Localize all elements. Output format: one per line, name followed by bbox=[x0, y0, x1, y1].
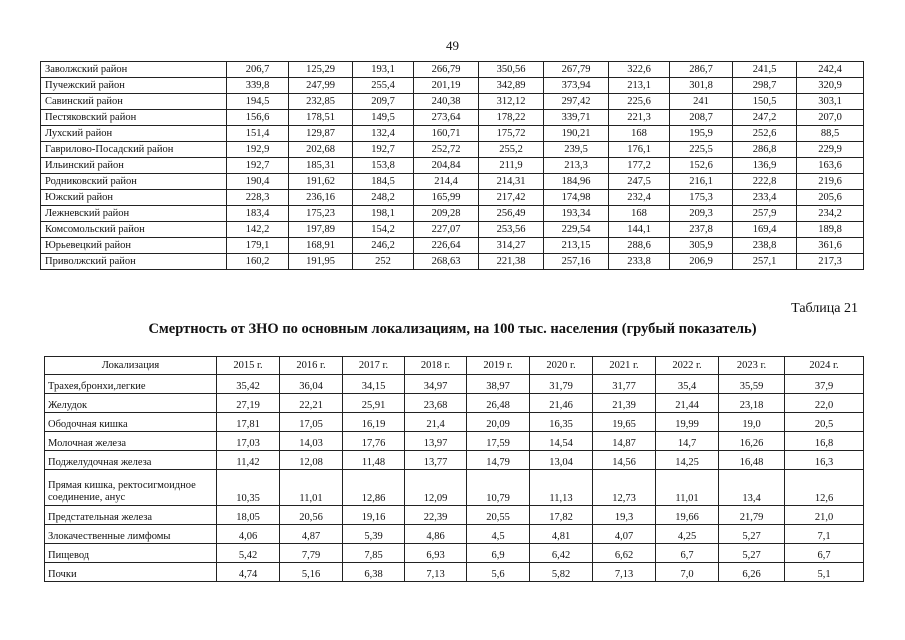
table-cell: 213,15 bbox=[544, 238, 609, 254]
table-cell: 12,09 bbox=[405, 470, 467, 506]
table-cell: 129,87 bbox=[289, 126, 353, 142]
table-cell: 322,6 bbox=[609, 62, 670, 78]
table-cell: 211,9 bbox=[479, 158, 544, 174]
table-cell: 217,3 bbox=[797, 254, 864, 270]
table-cell: 252 bbox=[353, 254, 414, 270]
table-cell: 342,89 bbox=[479, 78, 544, 94]
table-cell: 239,5 bbox=[544, 142, 609, 158]
table-cell: 247,5 bbox=[609, 174, 670, 190]
column-header: 2018 г. bbox=[405, 357, 467, 375]
table-cell: 10,79 bbox=[467, 470, 530, 506]
table-cell: 35,59 bbox=[719, 375, 785, 394]
table-cell: 11,01 bbox=[280, 470, 343, 506]
table-cell: 233,8 bbox=[609, 254, 670, 270]
table-cell: 339,8 bbox=[227, 78, 289, 94]
column-header: 2019 г. bbox=[467, 357, 530, 375]
table-cell: 5,16 bbox=[280, 563, 343, 582]
table-cell: 6,9 bbox=[467, 544, 530, 563]
table-row bbox=[45, 413, 864, 432]
table-cell: 22,0 bbox=[785, 394, 864, 413]
table-cell: 195,9 bbox=[670, 126, 733, 142]
table-cell: 4,25 bbox=[656, 525, 719, 544]
table-cell: 165,99 bbox=[414, 190, 479, 206]
table-cell: 253,56 bbox=[479, 222, 544, 238]
table-row bbox=[41, 158, 864, 174]
table-cell: 221,3 bbox=[609, 110, 670, 126]
table-cell: 168,91 bbox=[289, 238, 353, 254]
row-label: Савинский район bbox=[41, 94, 227, 110]
table-cell: 190,21 bbox=[544, 126, 609, 142]
table-cell: 10,35 bbox=[217, 470, 280, 506]
table-cell: 21,46 bbox=[530, 394, 593, 413]
table-cell: 242,4 bbox=[797, 62, 864, 78]
districts-table bbox=[40, 61, 864, 270]
table-cell: 34,15 bbox=[343, 375, 405, 394]
table-cell: 153,8 bbox=[353, 158, 414, 174]
row-label: Лежневский район bbox=[41, 206, 227, 222]
table-cell: 25,91 bbox=[343, 394, 405, 413]
table-cell: 19,3 bbox=[593, 506, 656, 525]
row-label: Желудок bbox=[45, 394, 217, 413]
table-cell: 205,6 bbox=[797, 190, 864, 206]
table-cell: 132,4 bbox=[353, 126, 414, 142]
column-header: 2016 г. bbox=[280, 357, 343, 375]
table-cell: 152,6 bbox=[670, 158, 733, 174]
table-cell: 19,0 bbox=[719, 413, 785, 432]
table-cell: 4,07 bbox=[593, 525, 656, 544]
row-label: Лухский район bbox=[41, 126, 227, 142]
table-cell: 207,0 bbox=[797, 110, 864, 126]
table-cell: 168 bbox=[609, 126, 670, 142]
table-row bbox=[41, 206, 864, 222]
localization-table bbox=[44, 356, 864, 582]
table-cell: 16,19 bbox=[343, 413, 405, 432]
table-cell: 178,22 bbox=[479, 110, 544, 126]
table-cell: 373,94 bbox=[544, 78, 609, 94]
table-cell: 6,26 bbox=[719, 563, 785, 582]
table-cell: 7,1 bbox=[785, 525, 864, 544]
table-cell: 11,42 bbox=[217, 451, 280, 470]
table-cell: 184,5 bbox=[353, 174, 414, 190]
table-header-row bbox=[45, 357, 864, 375]
table-cell: 185,31 bbox=[289, 158, 353, 174]
table-cell: 7,13 bbox=[405, 563, 467, 582]
table-cell: 208,7 bbox=[670, 110, 733, 126]
table-cell: 23,68 bbox=[405, 394, 467, 413]
table-cell: 194,5 bbox=[227, 94, 289, 110]
table-cell: 6,38 bbox=[343, 563, 405, 582]
column-header: 2020 г. bbox=[530, 357, 593, 375]
table-cell: 16,8 bbox=[785, 432, 864, 451]
table-cell: 20,56 bbox=[280, 506, 343, 525]
table-cell: 227,07 bbox=[414, 222, 479, 238]
table-cell: 214,31 bbox=[479, 174, 544, 190]
table-cell: 257,1 bbox=[733, 254, 797, 270]
table-cell: 18,05 bbox=[217, 506, 280, 525]
table-cell: 5,39 bbox=[343, 525, 405, 544]
table-cell: 38,97 bbox=[467, 375, 530, 394]
table-cell: 11,01 bbox=[656, 470, 719, 506]
table-cell: 16,48 bbox=[719, 451, 785, 470]
table-row bbox=[45, 451, 864, 470]
table-cell: 209,3 bbox=[670, 206, 733, 222]
table-cell: 247,2 bbox=[733, 110, 797, 126]
column-header: 2024 г. bbox=[785, 357, 864, 375]
table-cell: 125,29 bbox=[289, 62, 353, 78]
table-cell: 7,85 bbox=[343, 544, 405, 563]
table-row bbox=[41, 238, 864, 254]
row-label: Родниковский район bbox=[41, 174, 227, 190]
table-cell: 201,19 bbox=[414, 78, 479, 94]
table-cell: 6,7 bbox=[656, 544, 719, 563]
row-label: Почки bbox=[45, 563, 217, 582]
table-cell: 31,79 bbox=[530, 375, 593, 394]
table-cell: 193,34 bbox=[544, 206, 609, 222]
table-cell: 88,5 bbox=[797, 126, 864, 142]
table-row bbox=[45, 375, 864, 394]
table-cell: 286,8 bbox=[733, 142, 797, 158]
table-number: Таблица 21 bbox=[791, 301, 858, 316]
table-cell: 240,38 bbox=[414, 94, 479, 110]
table-cell: 297,42 bbox=[544, 94, 609, 110]
table-cell: 175,3 bbox=[670, 190, 733, 206]
table-cell: 179,1 bbox=[227, 238, 289, 254]
table-cell: 6,62 bbox=[593, 544, 656, 563]
table-cell: 303,1 bbox=[797, 94, 864, 110]
row-label: Прямая кишка, ректосигмоидное соединение, анус bbox=[45, 470, 217, 506]
column-header: 2022 г. bbox=[656, 357, 719, 375]
table-cell: 247,99 bbox=[289, 78, 353, 94]
table-cell: 222,8 bbox=[733, 174, 797, 190]
table-cell: 31,77 bbox=[593, 375, 656, 394]
table-cell: 234,2 bbox=[797, 206, 864, 222]
table-cell: 163,6 bbox=[797, 158, 864, 174]
table-cell: 5,1 bbox=[785, 563, 864, 582]
table-cell: 36,04 bbox=[280, 375, 343, 394]
table-cell: 255,2 bbox=[479, 142, 544, 158]
table-cell: 35,42 bbox=[217, 375, 280, 394]
column-header: Локализация bbox=[45, 357, 217, 375]
table-cell: 11,13 bbox=[530, 470, 593, 506]
table-cell: 248,2 bbox=[353, 190, 414, 206]
table-row bbox=[41, 78, 864, 94]
table-cell: 288,6 bbox=[609, 238, 670, 254]
table-cell: 192,7 bbox=[227, 158, 289, 174]
table-row bbox=[41, 142, 864, 158]
table-cell: 20,09 bbox=[467, 413, 530, 432]
table-row bbox=[41, 62, 864, 78]
table-cell: 14,03 bbox=[280, 432, 343, 451]
table-cell: 217,42 bbox=[479, 190, 544, 206]
table-cell: 169,4 bbox=[733, 222, 797, 238]
table-cell: 12,6 bbox=[785, 470, 864, 506]
table-cell: 6,7 bbox=[785, 544, 864, 563]
table-cell: 237,8 bbox=[670, 222, 733, 238]
table-cell: 13,4 bbox=[719, 470, 785, 506]
table-cell: 168 bbox=[609, 206, 670, 222]
table-row bbox=[41, 174, 864, 190]
table-row bbox=[41, 254, 864, 270]
table-cell: 19,99 bbox=[656, 413, 719, 432]
column-header: 2017 г. bbox=[343, 357, 405, 375]
table-cell: 229,9 bbox=[797, 142, 864, 158]
table-cell: 252,6 bbox=[733, 126, 797, 142]
table-cell: 150,5 bbox=[733, 94, 797, 110]
row-label: Комсомольский район bbox=[41, 222, 227, 238]
table-cell: 228,3 bbox=[227, 190, 289, 206]
table-row bbox=[45, 563, 864, 582]
table-cell: 350,56 bbox=[479, 62, 544, 78]
table-cell: 213,3 bbox=[544, 158, 609, 174]
table-cell: 34,97 bbox=[405, 375, 467, 394]
row-label: Ободочная кишка bbox=[45, 413, 217, 432]
table-cell: 206,7 bbox=[227, 62, 289, 78]
row-label: Ильинский район bbox=[41, 158, 227, 174]
table-cell: 257,9 bbox=[733, 206, 797, 222]
table-cell: 301,8 bbox=[670, 78, 733, 94]
table-cell: 238,8 bbox=[733, 238, 797, 254]
table-cell: 192,9 bbox=[227, 142, 289, 158]
table-cell: 17,76 bbox=[343, 432, 405, 451]
table-cell: 312,12 bbox=[479, 94, 544, 110]
table-cell: 7,0 bbox=[656, 563, 719, 582]
table-cell: 21,4 bbox=[405, 413, 467, 432]
table-cell: 198,1 bbox=[353, 206, 414, 222]
table-cell: 154,2 bbox=[353, 222, 414, 238]
table-row bbox=[41, 110, 864, 126]
table-cell: 233,4 bbox=[733, 190, 797, 206]
column-header: 2015 г. bbox=[217, 357, 280, 375]
table-cell: 197,89 bbox=[289, 222, 353, 238]
table-cell: 184,96 bbox=[544, 174, 609, 190]
table-cell: 214,4 bbox=[414, 174, 479, 190]
table-cell: 14,87 bbox=[593, 432, 656, 451]
table-cell: 232,85 bbox=[289, 94, 353, 110]
table-cell: 17,59 bbox=[467, 432, 530, 451]
table-cell: 14,79 bbox=[467, 451, 530, 470]
table-cell: 156,6 bbox=[227, 110, 289, 126]
table-cell: 189,8 bbox=[797, 222, 864, 238]
table-cell: 14,56 bbox=[593, 451, 656, 470]
table-cell: 160,71 bbox=[414, 126, 479, 142]
table-cell: 17,82 bbox=[530, 506, 593, 525]
table-cell: 13,04 bbox=[530, 451, 593, 470]
table-cell: 12,73 bbox=[593, 470, 656, 506]
table-cell: 144,1 bbox=[609, 222, 670, 238]
table-cell: 246,2 bbox=[353, 238, 414, 254]
table-row bbox=[45, 506, 864, 525]
table-cell: 202,68 bbox=[289, 142, 353, 158]
table-cell: 6,42 bbox=[530, 544, 593, 563]
table-cell: 241 bbox=[670, 94, 733, 110]
table-cell: 14,25 bbox=[656, 451, 719, 470]
table-cell: 12,86 bbox=[343, 470, 405, 506]
table-cell: 298,7 bbox=[733, 78, 797, 94]
table-cell: 176,1 bbox=[609, 142, 670, 158]
table-cell: 190,4 bbox=[227, 174, 289, 190]
table-cell: 19,66 bbox=[656, 506, 719, 525]
table-cell: 191,62 bbox=[289, 174, 353, 190]
table-cell: 149,5 bbox=[353, 110, 414, 126]
table-cell: 151,4 bbox=[227, 126, 289, 142]
table-cell: 209,28 bbox=[414, 206, 479, 222]
table-cell: 27,19 bbox=[217, 394, 280, 413]
column-header: 2021 г. bbox=[593, 357, 656, 375]
table-cell: 21,44 bbox=[656, 394, 719, 413]
table-cell: 16,26 bbox=[719, 432, 785, 451]
table-cell: 193,1 bbox=[353, 62, 414, 78]
table-cell: 14,7 bbox=[656, 432, 719, 451]
row-label: Предстательная железа bbox=[45, 506, 217, 525]
table-cell: 14,54 bbox=[530, 432, 593, 451]
table-cell: 20,55 bbox=[467, 506, 530, 525]
row-label: Поджелудочная железа bbox=[45, 451, 217, 470]
table-cell: 4,87 bbox=[280, 525, 343, 544]
table-cell: 225,5 bbox=[670, 142, 733, 158]
table-cell: 225,6 bbox=[609, 94, 670, 110]
row-label: Гаврилово-Посадский район bbox=[41, 142, 227, 158]
table-row bbox=[45, 470, 864, 506]
table-row bbox=[45, 544, 864, 563]
row-label: Пестяковский район bbox=[41, 110, 227, 126]
table-cell: 5,42 bbox=[217, 544, 280, 563]
table-cell: 16,3 bbox=[785, 451, 864, 470]
table-row bbox=[41, 190, 864, 206]
table-row bbox=[41, 126, 864, 142]
table-cell: 21,0 bbox=[785, 506, 864, 525]
table-row bbox=[45, 525, 864, 544]
table-cell: 178,51 bbox=[289, 110, 353, 126]
table-cell: 21,39 bbox=[593, 394, 656, 413]
table-row bbox=[45, 432, 864, 451]
table-cell: 22,39 bbox=[405, 506, 467, 525]
table-cell: 273,64 bbox=[414, 110, 479, 126]
table-cell: 16,35 bbox=[530, 413, 593, 432]
table-cell: 174,98 bbox=[544, 190, 609, 206]
table-cell: 286,7 bbox=[670, 62, 733, 78]
table-cell: 320,9 bbox=[797, 78, 864, 94]
table-cell: 160,2 bbox=[227, 254, 289, 270]
table-cell: 219,6 bbox=[797, 174, 864, 190]
row-label: Южский район bbox=[41, 190, 227, 206]
table-cell: 5,27 bbox=[719, 544, 785, 563]
table-cell: 204,84 bbox=[414, 158, 479, 174]
table-cell: 226,64 bbox=[414, 238, 479, 254]
row-label: Пучежский район bbox=[41, 78, 227, 94]
table-cell: 314,27 bbox=[479, 238, 544, 254]
table-cell: 255,4 bbox=[353, 78, 414, 94]
table-cell: 22,21 bbox=[280, 394, 343, 413]
table-cell: 26,48 bbox=[467, 394, 530, 413]
table-cell: 12,08 bbox=[280, 451, 343, 470]
table-cell: 216,1 bbox=[670, 174, 733, 190]
table-cell: 5,27 bbox=[719, 525, 785, 544]
table-row bbox=[41, 94, 864, 110]
table-cell: 5,6 bbox=[467, 563, 530, 582]
table-cell: 142,2 bbox=[227, 222, 289, 238]
table-cell: 19,16 bbox=[343, 506, 405, 525]
table-cell: 11,48 bbox=[343, 451, 405, 470]
table-cell: 236,16 bbox=[289, 190, 353, 206]
column-header: 2023 г. bbox=[719, 357, 785, 375]
table-cell: 183,4 bbox=[227, 206, 289, 222]
table-cell: 175,72 bbox=[479, 126, 544, 142]
table-cell: 4,81 bbox=[530, 525, 593, 544]
table-cell: 229,54 bbox=[544, 222, 609, 238]
table-cell: 13,77 bbox=[405, 451, 467, 470]
table-cell: 37,9 bbox=[785, 375, 864, 394]
page-number: 49 bbox=[446, 38, 459, 53]
table-cell: 241,5 bbox=[733, 62, 797, 78]
table-cell: 266,79 bbox=[414, 62, 479, 78]
table-cell: 213,1 bbox=[609, 78, 670, 94]
row-label: Пищевод bbox=[45, 544, 217, 563]
row-label: Молочная железа bbox=[45, 432, 217, 451]
table-cell: 268,63 bbox=[414, 254, 479, 270]
table-row bbox=[45, 394, 864, 413]
table-cell: 7,13 bbox=[593, 563, 656, 582]
table-cell: 7,79 bbox=[280, 544, 343, 563]
table-cell: 19,65 bbox=[593, 413, 656, 432]
table-cell: 20,5 bbox=[785, 413, 864, 432]
row-label: Юрьевецкий район bbox=[41, 238, 227, 254]
table-cell: 21,79 bbox=[719, 506, 785, 525]
table-cell: 305,9 bbox=[670, 238, 733, 254]
table-cell: 232,4 bbox=[609, 190, 670, 206]
table-cell: 4,74 bbox=[217, 563, 280, 582]
table-cell: 192,7 bbox=[353, 142, 414, 158]
table-cell: 136,9 bbox=[733, 158, 797, 174]
row-label: Приволжский район bbox=[41, 254, 227, 270]
table-cell: 6,93 bbox=[405, 544, 467, 563]
table-cell: 17,81 bbox=[217, 413, 280, 432]
table-cell: 177,2 bbox=[609, 158, 670, 174]
table-cell: 221,38 bbox=[479, 254, 544, 270]
table-cell: 4,86 bbox=[405, 525, 467, 544]
table-cell: 35,4 bbox=[656, 375, 719, 394]
table-cell: 252,72 bbox=[414, 142, 479, 158]
table-cell: 4,5 bbox=[467, 525, 530, 544]
table-cell: 257,16 bbox=[544, 254, 609, 270]
table-cell: 191,95 bbox=[289, 254, 353, 270]
table-cell: 17,03 bbox=[217, 432, 280, 451]
table-cell: 4,06 bbox=[217, 525, 280, 544]
table-row bbox=[41, 222, 864, 238]
table-cell: 13,97 bbox=[405, 432, 467, 451]
table-cell: 206,9 bbox=[670, 254, 733, 270]
table-cell: 339,71 bbox=[544, 110, 609, 126]
row-label: Злокачественные лимфомы bbox=[45, 525, 217, 544]
table-cell: 5,82 bbox=[530, 563, 593, 582]
table-title: Смертность от ЗНО по основным локализациям, на 100 тыс. населения (грубый показатель) bbox=[148, 321, 757, 337]
table-cell: 209,7 bbox=[353, 94, 414, 110]
table-cell: 175,23 bbox=[289, 206, 353, 222]
table-cell: 17,05 bbox=[280, 413, 343, 432]
row-label: Трахея,бронхи,легкие bbox=[45, 375, 217, 394]
table-cell: 23,18 bbox=[719, 394, 785, 413]
table-cell: 267,79 bbox=[544, 62, 609, 78]
table-cell: 361,6 bbox=[797, 238, 864, 254]
row-label: Заволжский район bbox=[41, 62, 227, 78]
table-cell: 256,49 bbox=[479, 206, 544, 222]
